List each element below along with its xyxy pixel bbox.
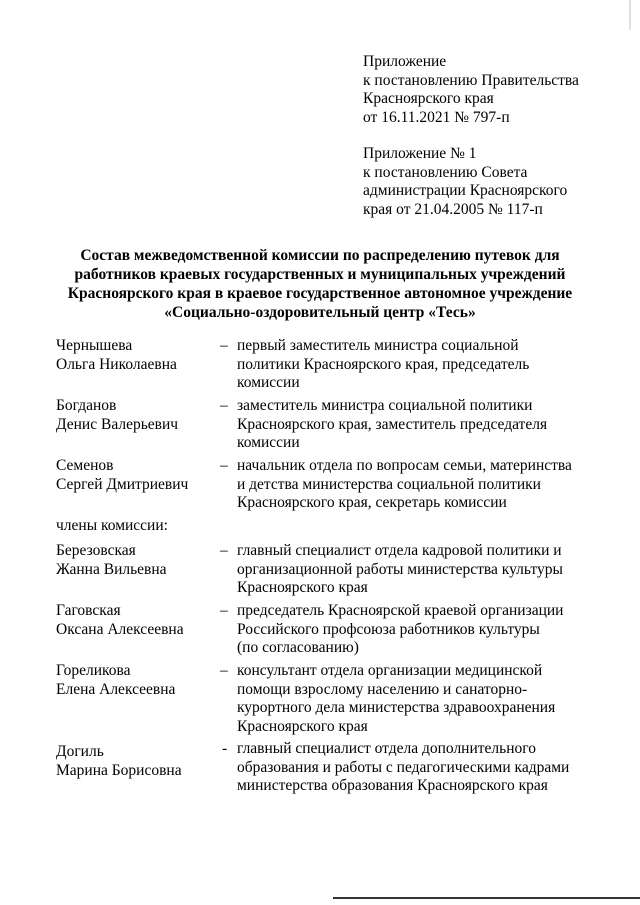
appendix-line: к постановлению Правительства [363,71,579,89]
title-line: «Социально-оздоровительный центр «Тесь» [164,304,476,321]
scan-edge-mark [629,0,631,30]
member-name [56,457,188,494]
member-surname: Гаговская [56,602,121,619]
appendix-line: от 16.11.2021 № 797-п [363,108,510,126]
appendix-line: администрации Красноярского [363,182,568,199]
member-surname: Гореликова [56,662,131,679]
member-role-line: (по согласованию) [237,639,359,656]
member-dash: – [220,457,228,474]
member-name [56,542,167,579]
appendix-original-resolution [363,145,567,219]
member-name [56,743,182,780]
appendix-line: Красноярского края [363,90,494,107]
appendix-line: Приложение [363,53,447,70]
member-dash: – [220,337,228,354]
member-surname: Семенов [56,457,114,474]
document-title [40,246,600,322]
member-role [237,457,572,513]
member-role-line: Российского профсоюза работников культуры [237,620,540,638]
member-dash: – [220,397,228,414]
appendix-current-resolution [363,53,579,127]
member-role-line: главный специалист отдела кадровой политики и [237,542,562,559]
member-role [237,662,555,736]
member-role-line: министерства образования Красноярского края [237,777,548,794]
member-role-line: организационной работы министерства культуры [237,560,563,578]
member-role-line: и детства министерства социальной политики [237,475,541,493]
title-line: работников краевых государственных и муниципальных учреждений [74,266,566,283]
member-role [237,602,563,658]
member-role-line: Красноярского края, заместитель председателя [237,415,548,433]
member-dash: – [220,662,228,679]
appendix-line: края от 21.04.2005 № 117-п [363,200,543,218]
member-dash: – [220,602,228,619]
members-heading: члены комиссии: [56,517,168,534]
member-given-names: Оксана Алексеевна [56,620,184,638]
member-role-line: председатель Красноярской краевой организации [237,602,564,619]
member-role-line: главный специалист отдела дополнительного [237,740,536,757]
appendix-line: Приложение № 1 [363,145,477,162]
member-given-names: Жанна Вильевна [56,560,167,578]
member-surname: Догиль [56,743,104,760]
member-surname: Березовская [56,542,136,559]
member-role [237,740,569,796]
member-role-line: начальник отдела по вопросам семьи, материнства [237,457,572,474]
member-role-line: политики Красноярского края, председатель [237,355,530,373]
appendix-line: к постановлению Совета [363,163,528,181]
member-role-line: образования и работы с педагогическими кадрами [237,758,570,776]
member-name [56,662,175,699]
member-role-line: первый заместитель министра социальной [237,337,519,354]
member-dash: - [222,740,228,757]
member-given-names: Сергей Дмитриевич [56,475,189,493]
member-name [56,337,177,374]
member-given-names: Ольга Николаевна [56,355,177,373]
member-role-line: Красноярского края [237,717,368,735]
member-name [56,397,178,434]
title-line: Состав межведомственной комиссии по распределению путевок для [80,247,560,264]
member-role [237,337,529,393]
member-role-line: комиссии [237,434,300,451]
member-given-names: Елена Алексеевна [56,680,176,698]
title-line: Красноярского края в краевое государственное автономное учреждение [67,285,573,302]
page-bottom-rule [333,897,640,899]
member-role-line: Красноярского края, секретарь комиссии [237,494,507,511]
member-role-line: курортного дела министерства здравоохранения [237,699,556,716]
member-role-line: помощи взрослому населению и санаторно- [237,680,528,698]
member-given-names: Денис Валерьевич [56,415,179,433]
member-role [237,397,547,453]
member-dash: – [220,542,228,559]
member-surname: Чернышева [56,337,133,354]
member-role-line: заместитель министра социальной политики [237,397,533,414]
member-name [56,602,184,639]
member-role-line: комиссии [237,374,300,391]
member-role-line: Красноярского края [237,579,368,596]
member-role [237,542,563,598]
member-role-line: консультант отдела организации медицинской [237,662,543,679]
member-given-names: Марина Борисовна [56,761,182,779]
member-surname: Богданов [56,397,117,414]
